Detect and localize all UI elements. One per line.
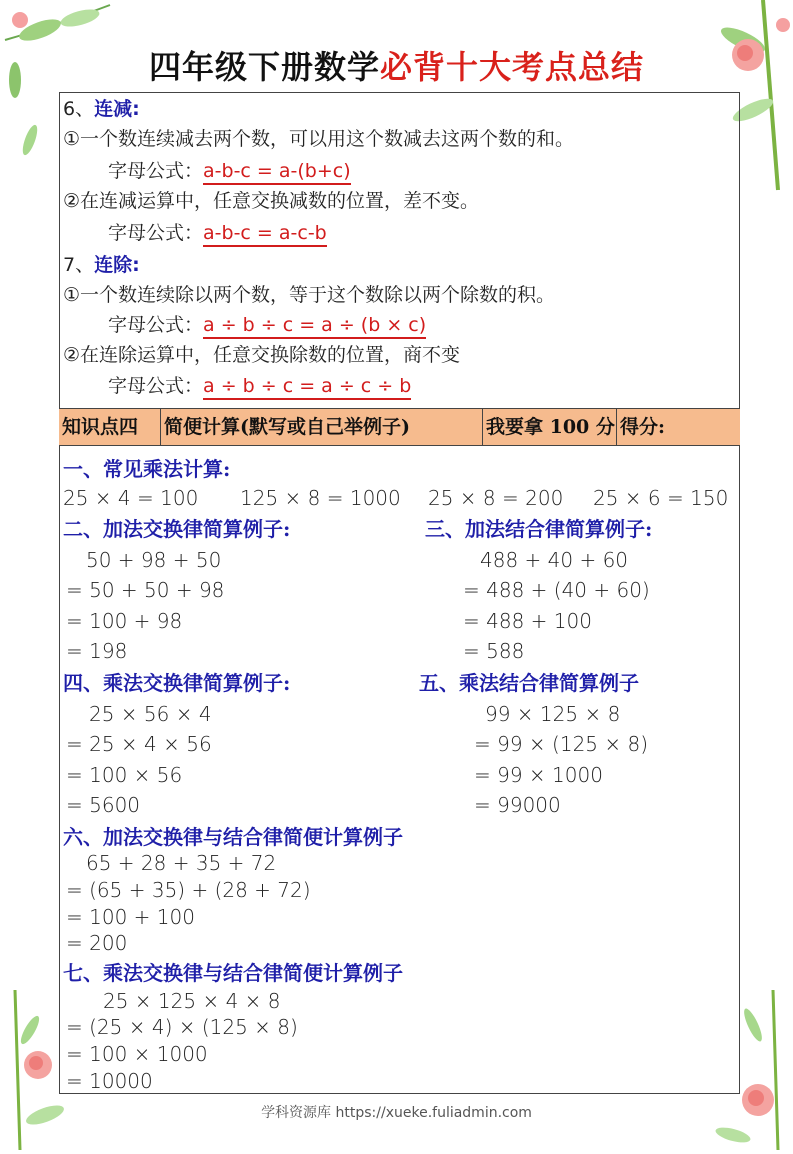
section6-formula2: a-b-c = a-c-b <box>203 222 327 247</box>
calc-line: = 100 × 56 <box>66 763 183 787</box>
formula-label: 字母公式： <box>108 375 204 397</box>
calc-line: 25 × 56 × 4 <box>89 702 212 726</box>
section7-rule2: ②在连除运算中，任意交换除数的位置，商不变 <box>63 344 461 366</box>
page-title <box>0 42 793 88</box>
calc-line: = 5600 <box>66 793 141 817</box>
calc-line: = 100 + 100 <box>66 905 195 929</box>
heading-mult-associative: 五、乘法结合律简算例子 <box>419 671 639 695</box>
formula-label: 字母公式： <box>108 222 204 244</box>
footer-watermark: 学科资源库 https://xueke.fuliadmin.com <box>261 1105 532 1121</box>
section6-formula1-line <box>108 160 351 182</box>
calc-line: = 99 × (125 × 8) <box>474 732 649 756</box>
heading-add-associative: 三、加法结合律简算例子: <box>425 517 653 541</box>
calc-line: = 99 × 1000 <box>474 763 603 787</box>
section6-heading <box>63 98 140 120</box>
knowledge-point-bar <box>59 408 740 446</box>
section7-heading <box>63 254 140 276</box>
section7-title: 连除: <box>94 254 140 276</box>
heading-mult-combined: 七、乘法交换律与结合律简便计算例子 <box>63 961 403 985</box>
kp-cell-score: 得分: <box>620 416 666 438</box>
calc-line: = 588 <box>463 639 525 663</box>
heading-mult-commutative: 四、乘法交换律简算例子: <box>63 671 291 695</box>
section7-formula2-line <box>108 375 411 397</box>
calc-line: = 100 × 1000 <box>66 1042 208 1066</box>
section6-formula2-line <box>108 222 327 244</box>
calc-line: 25 × 125 × 4 × 8 <box>103 989 281 1013</box>
section7-formula1-line <box>108 314 426 336</box>
calc-line: = 100 + 98 <box>66 609 183 633</box>
calc-line: 99 × 125 × 8 <box>485 702 621 726</box>
heading-add-commutative: 二、加法交换律简算例子: <box>63 517 291 541</box>
calc-line: 50 + 98 + 50 <box>86 548 222 572</box>
heading-add-combined: 六、加法交换律与结合律简便计算例子 <box>63 825 403 849</box>
calc-line: = 488 + (40 + 60) <box>463 578 650 602</box>
mult-fact: 25 × 6 = 150 <box>593 486 729 510</box>
calc-line: = 99000 <box>474 793 561 817</box>
calc-line: 65 + 28 + 35 + 72 <box>86 851 277 875</box>
formula-label: 字母公式： <box>108 160 204 182</box>
calc-line: = (25 × 4) × (125 × 8) <box>66 1015 298 1039</box>
section6-formula1: a-b-c = a-(b+c) <box>203 160 351 185</box>
calc-line: = 50 + 50 + 98 <box>66 578 225 602</box>
calc-line: = 25 × 4 × 56 <box>66 732 212 756</box>
section7-formula2: a ÷ b ÷ c = a ÷ c ÷ b <box>203 375 411 400</box>
heading-common-mult: 一、常见乘法计算: <box>63 457 231 481</box>
title-part-red: 必背十大考点总结 <box>380 48 645 86</box>
mult-fact: 125 × 8 = 1000 <box>240 486 401 510</box>
kp-cell-goal: 我要拿 100 分 <box>483 409 617 445</box>
calc-line: = (65 + 35) + (28 + 72) <box>66 878 311 902</box>
kp-cell-topic: 简便计算(默写或自己举例子) <box>161 409 483 445</box>
calc-line: = 488 + 100 <box>463 609 592 633</box>
calc-line: 488 + 40 + 60 <box>480 548 629 572</box>
formula-label: 字母公式： <box>108 314 204 336</box>
section6-rule2: ②在连减运算中，任意交换减数的位置，差不变。 <box>63 190 480 212</box>
section7-rule1: ①一个数连续除以两个数，等于这个数除以两个除数的积。 <box>63 284 556 306</box>
calc-line: = 198 <box>66 639 128 663</box>
section7-number: 7、 <box>63 254 95 276</box>
calc-line: = 10000 <box>66 1069 153 1093</box>
calc-line: = 200 <box>66 931 128 955</box>
title-part-black: 四年级下册数学 <box>148 48 380 86</box>
section7-formula1: a ÷ b ÷ c = a ÷ (b × c) <box>203 314 426 339</box>
section6-number: 6、 <box>63 98 95 120</box>
mult-fact: 25 × 8 = 200 <box>428 486 564 510</box>
section6-rule1: ①一个数连续减去两个数，可以用这个数减去这两个数的和。 <box>63 128 575 150</box>
section6-title: 连减: <box>94 98 140 120</box>
mult-fact: 25 × 4 = 100 <box>63 486 199 510</box>
kp-cell-title: 知识点四 <box>59 409 161 445</box>
